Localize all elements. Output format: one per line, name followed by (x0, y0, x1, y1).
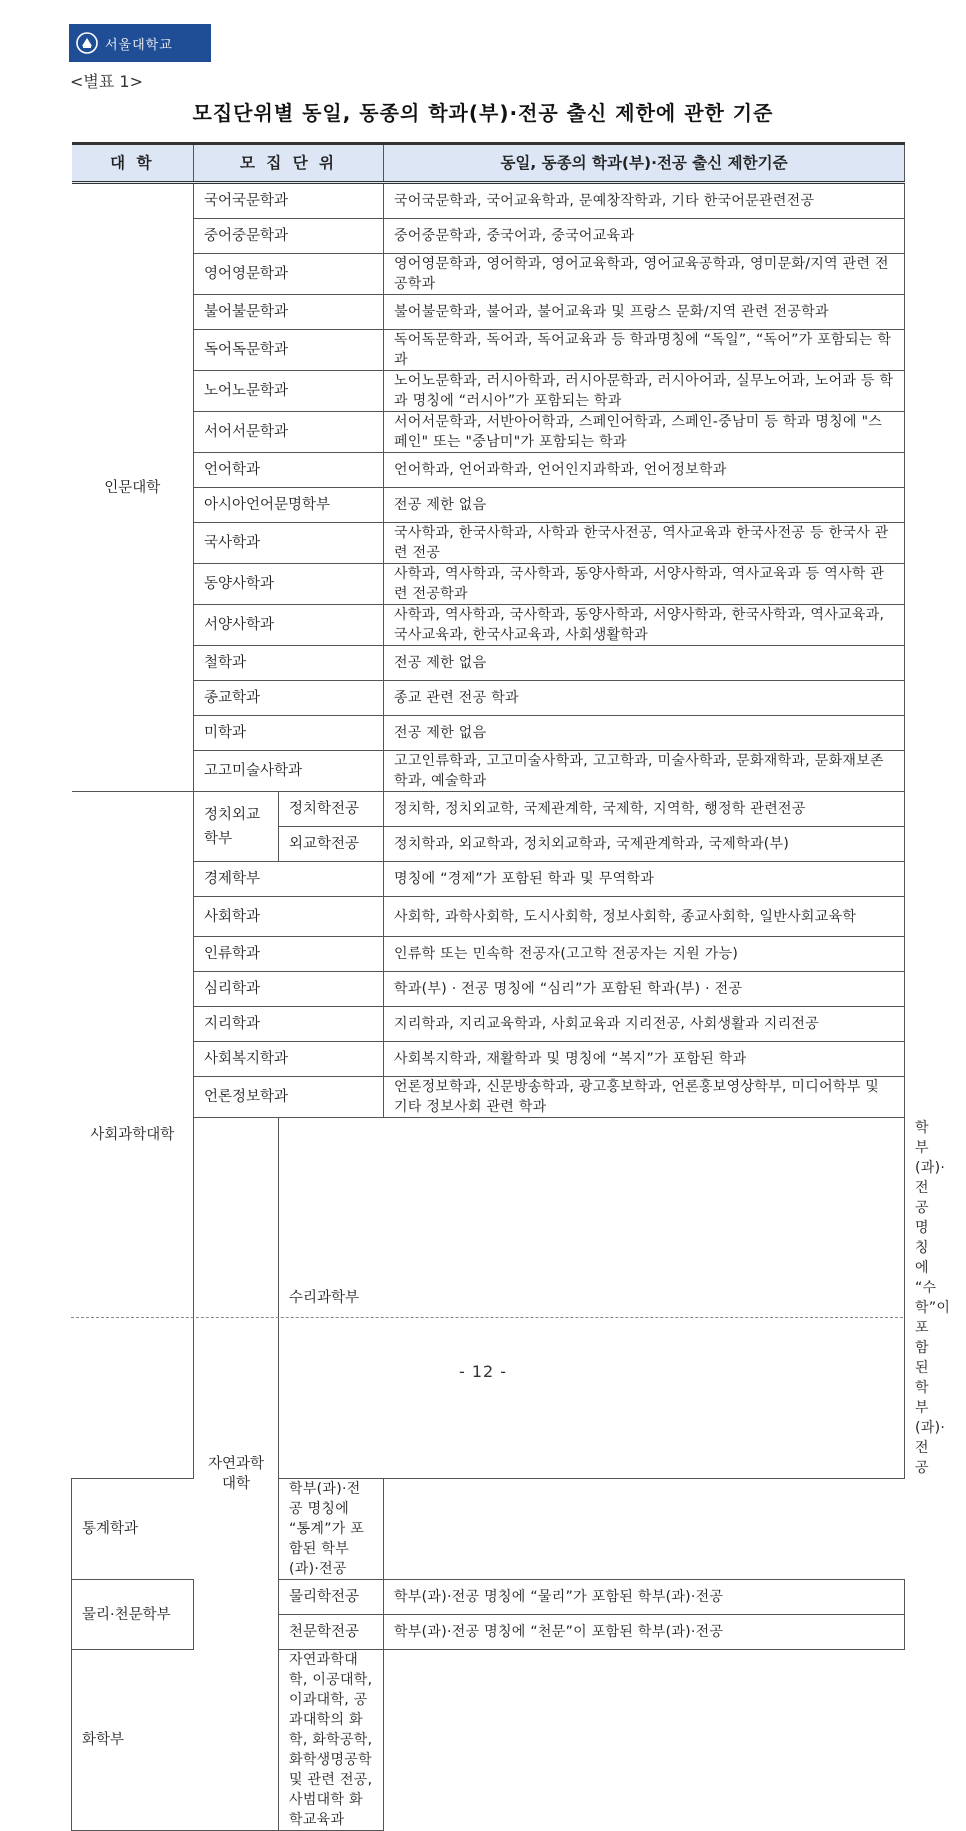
criteria-cell: 학과(부) · 전공 명칭에 “심리”가 포함된 학과(부) · 전공 (384, 972, 905, 1007)
page-number: - 12 - (458, 1362, 508, 1381)
unit-cell: 철학과 (194, 646, 384, 681)
unit-cell: 중어중문학과 (194, 219, 384, 254)
sub-unit-cell: 물리학전공 (279, 1580, 384, 1615)
annex-label: <별표 1> (70, 72, 143, 91)
criteria-cell: 지리학과, 지리교육학과, 사회교육과 지리전공, 사회생활과 지리전공 (384, 1007, 905, 1042)
page-title: 모집단위별 동일, 동종의 학과(부)·전공 출신 제한에 관한 기준 (192, 101, 774, 125)
unit-cell: 화학부 (72, 1650, 279, 1831)
criteria-cell: 언어학과, 언어과학과, 언어인지과학과, 언어정보학과 (384, 453, 905, 488)
unit-cell: 불어불문학과 (194, 295, 384, 330)
table-row (72, 371, 905, 412)
criteria-cell: 학부(과)·전공 명칭에 “물리”가 포함된 학부(과)·전공 (384, 1580, 905, 1615)
criteria-cell: 학부(과)·전공 명칭에 “통계”가 포함된 학부(과)·전공 (279, 1479, 384, 1580)
college-cell: 사회과학대학 (72, 792, 194, 1479)
criteria-cell: 정치학과, 외교학과, 정치외교학과, 국제관계학과, 국제학과(부) (384, 827, 905, 862)
criteria-cell: 종교 관련 전공 학과 (384, 681, 905, 716)
table-row (72, 488, 905, 523)
criteria-cell: 전공 제한 없음 (384, 716, 905, 751)
table-row (72, 972, 905, 1007)
criteria-cell: 영어영문학과, 영어학과, 영어교육학과, 영어교육공학과, 영미문화/지역 관련 전공학과 (384, 254, 905, 295)
college-cell: 자연과학대학 (194, 1118, 279, 1831)
university-emblem-icon (75, 31, 99, 55)
table-row (72, 1007, 905, 1042)
criteria-cell: 자연과학대학, 이공대학, 이과대학, 공과대학의 화학, 화학공학, 화학생명공학 및 관련 전공, 사범대학 화학교육과 (279, 1650, 384, 1831)
sub-unit-cell: 천문학전공 (279, 1615, 384, 1650)
criteria-cell: 불어불문학과, 불어과, 불어교육과 및 프랑스 문화/지역 관련 전공학과 (384, 295, 905, 330)
table-row (72, 412, 905, 453)
unit-cell: 물리·천문학부 (72, 1580, 194, 1650)
criteria-cell: 사학과, 역사학과, 국사학과, 동양사학과, 서양사학과, 역사교육과 등 역사학 관련 전공학과 (384, 564, 905, 605)
unit-cell: 서어서문학과 (194, 412, 384, 453)
header-criteria: 동일, 동종의 학과(부)·전공 출신 제한기준 (384, 144, 905, 183)
criteria-cell: 언론정보학과, 신문방송학과, 광고홍보학과, 언론홍보영상학부, 미디어학부 및 기타 정보사회 관련 학과 (384, 1077, 905, 1118)
unit-cell: 서양사학과 (194, 605, 384, 646)
unit-cell: 심리학과 (194, 972, 384, 1007)
unit-cell: 노어노문학과 (194, 371, 384, 412)
unit-cell: 미학과 (194, 716, 384, 751)
header-college: 대 학 (72, 144, 194, 183)
table-row (72, 254, 905, 295)
unit-cell: 아시아언어문명학부 (194, 488, 384, 523)
table-row (72, 681, 905, 716)
unit-cell: 영어영문학과 (194, 254, 384, 295)
table-row: 자연과학대학 수리과학부 학부(과)·전공 명칭에 “수학”이 포함된 학부(과)·전공 (72, 1118, 905, 1479)
table-row (72, 937, 905, 972)
unit-cell: 독어독문학과 (194, 330, 384, 371)
table-row (72, 330, 905, 371)
table-row (72, 751, 905, 792)
criteria-cell: 학부(과)·전공 명칭에 “천문”이 포함된 학부(과)·전공 (384, 1615, 905, 1650)
table-row (72, 1077, 905, 1118)
criteria-cell: 서어서문학과, 서반아어학과, 스페인어학과, 스페인-중남미 등 학과 명칭에 "스페인" 또는 "중남미"가 포함되는 학과 (384, 412, 905, 453)
table-row (72, 1042, 905, 1077)
criteria-cell: 전공 제한 없음 (384, 646, 905, 681)
college-cell: 인문대학 (72, 183, 194, 792)
unit-cell: 종교학과 (194, 681, 384, 716)
sub-unit-cell: 정치학전공 (279, 792, 384, 827)
criteria-table (71, 142, 951, 1831)
table-row (72, 183, 905, 219)
unit-cell: 경제학부 (194, 862, 384, 897)
table-row (72, 605, 905, 646)
criteria-cell: 사학과, 역사학과, 국사학과, 동양사학과, 서양사학과, 한국사학과, 역사교육과, 국사교육과, 한국사교육과, 사회생활학과 (384, 605, 905, 646)
header-unit: 모 집 단 위 (194, 144, 384, 183)
unit-cell: 정치외교학부 (194, 792, 279, 862)
unit-cell: 언론정보학과 (194, 1077, 384, 1118)
unit-cell: 통계학과 (72, 1479, 279, 1580)
table-bottom-dashed-line (71, 1317, 903, 1318)
criteria-cell: 국어국문학과, 국어교육학과, 문예창작학과, 기타 한국어문관련전공 (384, 183, 905, 219)
table-row (72, 1650, 905, 1831)
unit-cell: 국어국문학과 (194, 183, 384, 219)
table-row (72, 453, 905, 488)
table-row (72, 716, 905, 751)
criteria-cell: 사회복지학과, 재활학과 및 명칭에 “복지”가 포함된 학과 (384, 1042, 905, 1077)
unit-cell: 사회복지학과 (194, 1042, 384, 1077)
criteria-cell: 고고인류학과, 고고미술사학과, 고고학과, 미술사학과, 문화재학과, 문화재보존학과, 예술학과 (384, 751, 905, 792)
unit-cell: 동양사학과 (194, 564, 384, 605)
table-row (72, 219, 905, 254)
table-header-row (72, 144, 905, 183)
criteria-cell: 독어독문학과, 독어과, 독어교육과 등 학과명칭에 “독일”, “독어”가 포함되는 학과 (384, 330, 905, 371)
criteria-cell: 인류학 또는 민속학 전공자(고고학 전공자는 지원 가능) (384, 937, 905, 972)
unit-cell: 수리과학부 (279, 1118, 905, 1479)
unit-cell: 지리학과 (194, 1007, 384, 1042)
table-row (72, 295, 905, 330)
table-row (72, 564, 905, 605)
sub-unit-cell: 외교학전공 (279, 827, 384, 862)
criteria-cell: 정치학, 정치외교학, 국제관계학, 국제학, 지역학, 행정학 관련전공 (384, 792, 905, 827)
snu-logo (69, 24, 211, 62)
criteria-cell: 명칭에 “경제”가 포함된 학과 및 무역학과 (384, 862, 905, 897)
unit-cell: 고고미술사학과 (194, 751, 384, 792)
unit-cell: 언어학과 (194, 453, 384, 488)
criteria-cell: 노어노문학과, 러시아학과, 러시아문학과, 러시아어과, 실무노어과, 노어과 등 학과 명칭에 “러시아”가 포함되는 학과 (384, 371, 905, 412)
unit-cell: 국사학과 (194, 523, 384, 564)
criteria-cell: 사회학, 과학사회학, 도시사회학, 정보사회학, 종교사회학, 일반사회교육학 (384, 897, 905, 937)
criteria-cell: 전공 제한 없음 (384, 488, 905, 523)
table-row (72, 862, 905, 897)
unit-cell: 인류학과 (194, 937, 384, 972)
table-row (72, 646, 905, 681)
unit-cell: 사회학과 (194, 897, 384, 937)
table-row (72, 792, 905, 827)
table-row (72, 897, 905, 937)
criteria-cell: 중어중문학과, 중국어과, 중국어교육과 (384, 219, 905, 254)
criteria-cell: 국사학과, 한국사학과, 사학과 한국사전공, 역사교육과 한국사전공 등 한국사 관련 전공 (384, 523, 905, 564)
logo-text: 서울대학교 (105, 37, 173, 53)
table-row (72, 523, 905, 564)
table-row (72, 1479, 905, 1580)
